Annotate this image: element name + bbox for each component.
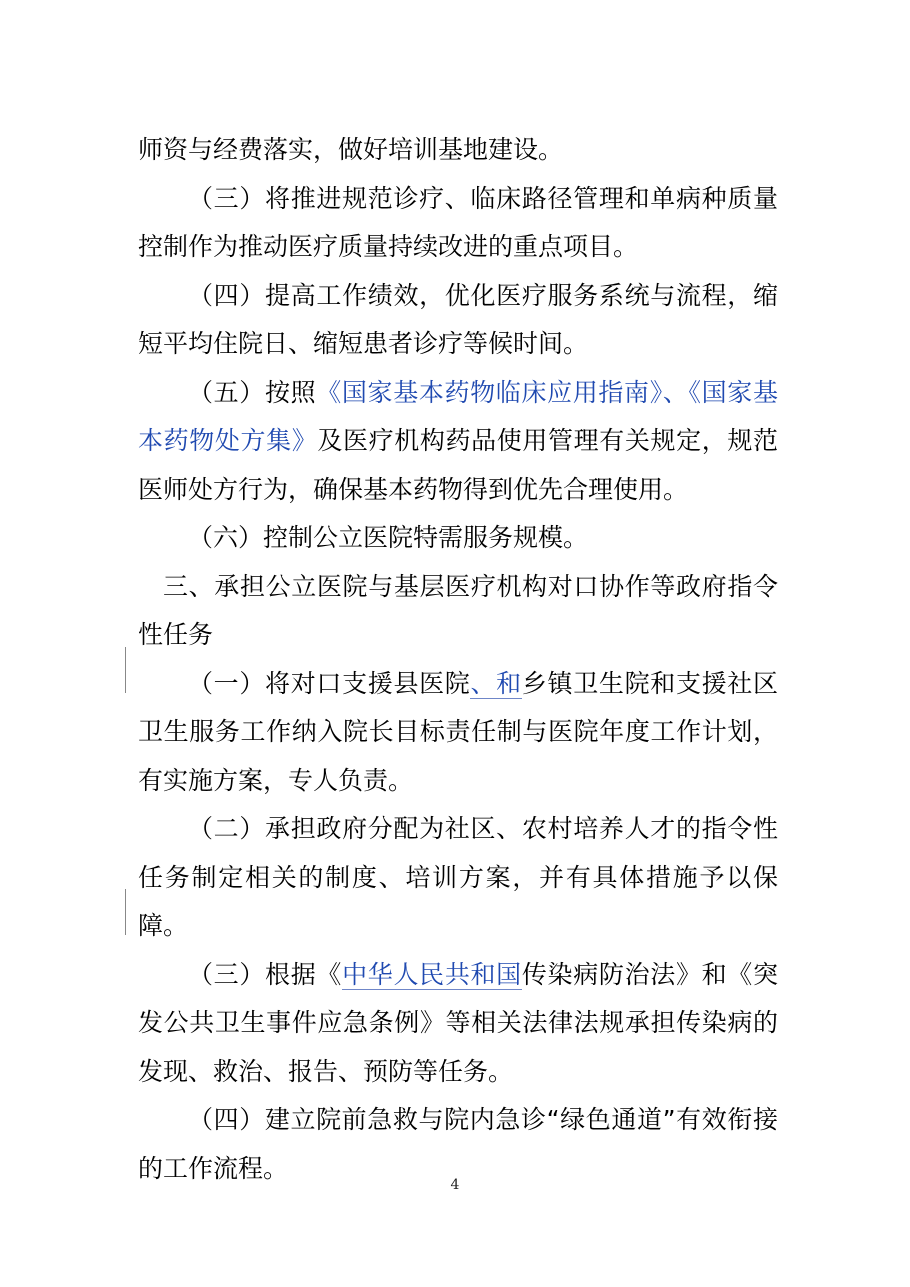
section-heading: 三、承担公立医院与基层医疗机构对口协作等政府指令性任务 bbox=[138, 571, 778, 649]
paragraph-item-1 bbox=[138, 660, 778, 806]
paragraph-item-6: （六）控制公立医院特需服务规模。 bbox=[188, 523, 589, 552]
paragraph-item-3b bbox=[138, 951, 778, 1097]
document-link-guide[interactable]: 《国家基本药物临床应用指南》 bbox=[316, 377, 663, 407]
paragraph-item-2: （二）承担政府分配为社区、农村培养人才的指令性任务制定相关的制度、培训方案，并有具体措施予以保障。 bbox=[138, 814, 778, 940]
paragraph-lead: （一）将对口支援县医院 bbox=[188, 668, 471, 698]
paragraph-rest: 传染病防治法》和《突发公共卫生事件应急条例》等相关法律法规承担传染病的发现、救治、报告、预防等任务。 bbox=[138, 959, 778, 1086]
revision-change-bar bbox=[125, 647, 126, 693]
paragraph-continuation: 师资与经费落实，做好培训基地建设。 bbox=[138, 135, 564, 164]
paragraph-item-5 bbox=[138, 369, 778, 515]
revision-insertion: 、和 bbox=[470, 668, 522, 698]
paragraph-rest: 及医疗机构药品使用管理有关规定，规范医师处方行为，确保基本药物得到优先合理使用。 bbox=[138, 426, 778, 504]
document-body bbox=[138, 126, 778, 1193]
paragraph-item-3: （三）将推进规范诊疗、临床路径管理和单病种质量控制作为推动医疗质量持续改进的重点项目。 bbox=[138, 183, 778, 261]
revision-insertion: 中华人民共和国 bbox=[342, 959, 522, 989]
paragraph-lead: （三）根据《 bbox=[188, 959, 343, 989]
paragraph-item-4: （四）提高工作绩效，优化医疗服务系统与流程，缩短平均住院日、缩短患者诊疗等候时间。 bbox=[138, 280, 778, 358]
paragraph-item-4b: （四）建立院前急救与院内急诊“绿色通道”有效衔接的工作流程。 bbox=[138, 1105, 778, 1183]
link-separator: 、 bbox=[662, 377, 689, 407]
paragraph-lead: （五）按照 bbox=[188, 377, 317, 407]
paragraph-rest: 乡镇卫生院和支援社区卫生服务工作纳入院长目标责任制与医院年度工作计划，有实施方案，专人负责。 bbox=[138, 668, 778, 795]
document-link-formulary[interactable]: 《国家基本药物处方集》 bbox=[138, 377, 778, 455]
page-number: 4 bbox=[450, 1177, 460, 1193]
revision-change-bar bbox=[125, 889, 126, 935]
